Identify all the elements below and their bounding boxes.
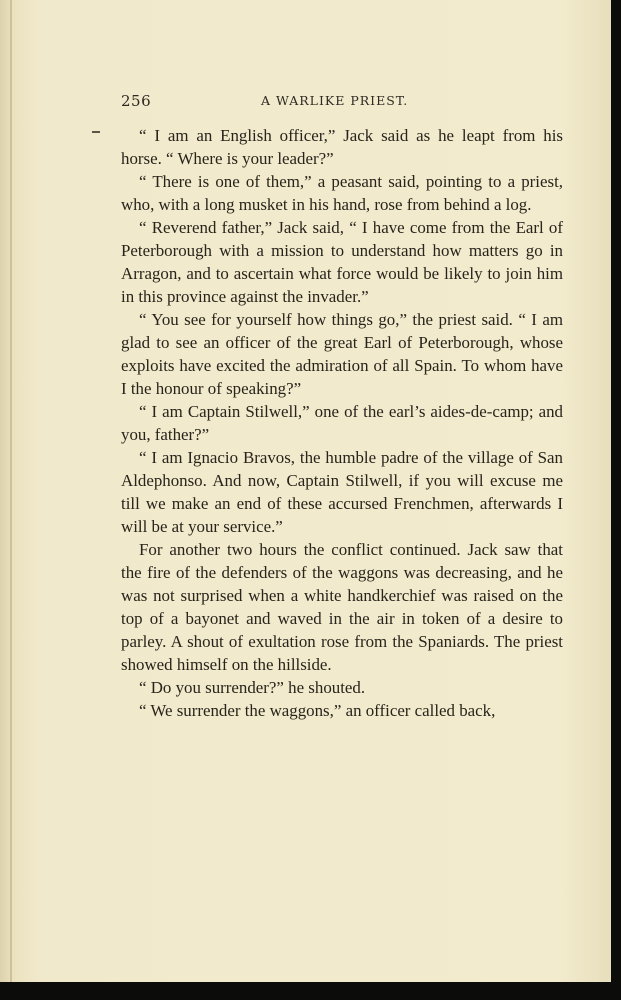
paragraph: “ I am Ignacio Bravos, the humble padre of the village of San Aldephonso. And now, Captain Stilwell, if you will excuse me till we make an end of these accursed Frenchmen, afterwards I will be at your service.” bbox=[121, 448, 563, 536]
page-number: 256 bbox=[121, 92, 152, 110]
body-text bbox=[121, 124, 563, 722]
margin-mark bbox=[92, 131, 100, 133]
page-header bbox=[121, 92, 561, 114]
paragraph: “ Do you surrender?” he shouted. bbox=[139, 678, 366, 697]
paragraph: “ Reverend father,” Jack said, “ I have come from the Earl of Peterborough with a mission to understand how matters go in Arragon, and to ascertain what force would be likely to join him in this province against the invader.” bbox=[121, 218, 563, 306]
paragraph: “ There is one of them,” a peasant said, pointing to a priest, who, with a long musket in his hand, rose from behind a log. bbox=[121, 172, 563, 214]
paragraph: “ I am Captain Stilwell,” one of the earl’s aides-de-camp; and you, father?” bbox=[121, 402, 563, 444]
paragraph: “ We surrender the waggons,” an officer called back, bbox=[139, 701, 496, 720]
paragraph: “ I am an English officer,” Jack said as he leapt from his horse. “ Where is your leader?” bbox=[121, 126, 563, 168]
running-title: A WARLIKE PRIEST. bbox=[261, 93, 409, 108]
paragraph: For another two hours the conflict continued. Jack saw that the fire of the defenders of the waggons was decreasing, and he was not surprised when a white handkerchief was raised on the top of a bayonet and waved in the air in token of a desire to parley. A shout of exultation rose from the Spaniards. The priest showed himself on the hillside. bbox=[121, 540, 563, 674]
page-gutter-shadow bbox=[10, 0, 12, 982]
paragraph: “ You see for yourself how things go,” the priest said. “ I am glad to see an officer of the great Earl of Peterborough, whose exploits have excited the admiration of all Spain. To whom have I the honour of speaking?” bbox=[121, 310, 563, 398]
